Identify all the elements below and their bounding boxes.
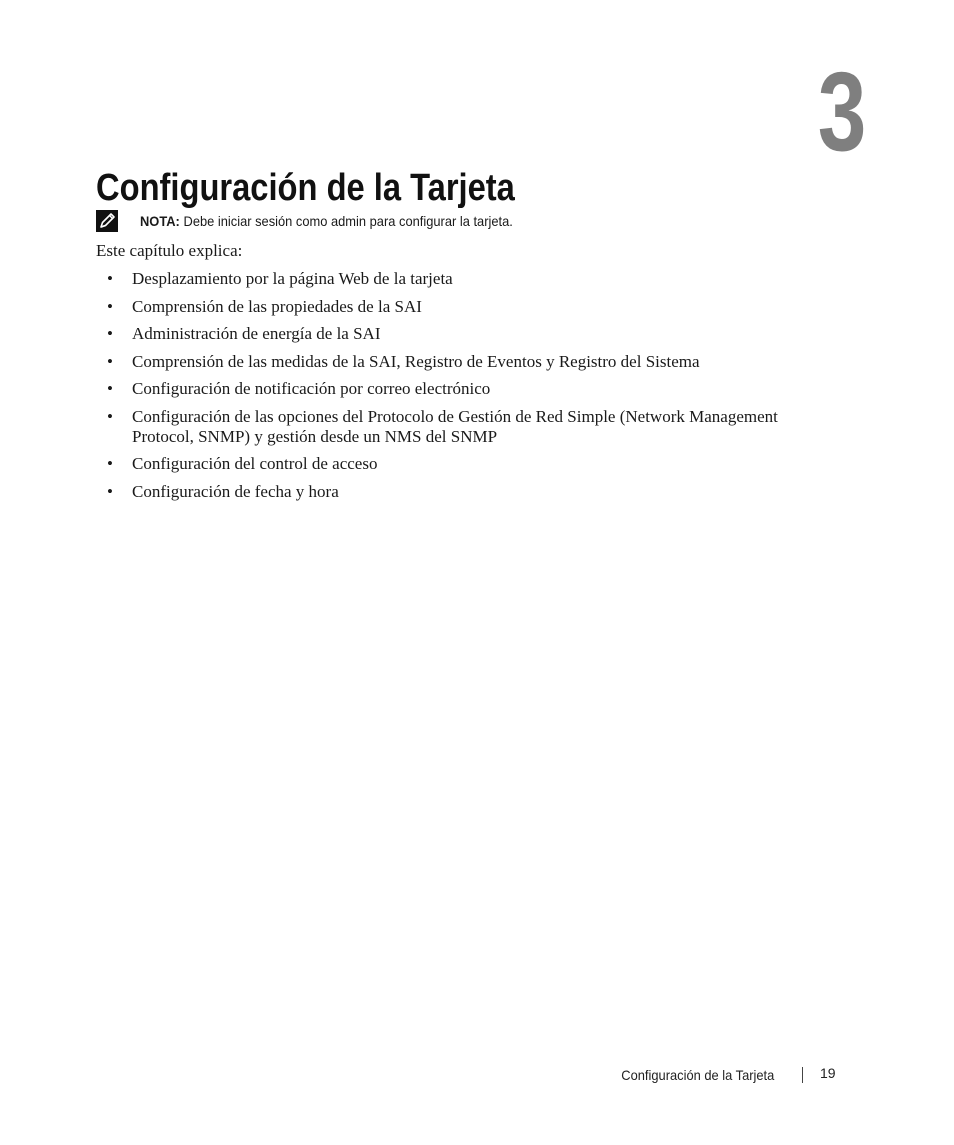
list-item: • Configuración de notificación por correo electrónico <box>107 379 491 398</box>
bullet-dot: • <box>107 454 113 473</box>
bullet-dot: • <box>107 379 113 398</box>
list-item: • Desplazamiento por la página Web de la tarjeta <box>107 269 453 288</box>
list-item: • Configuración de las opciones del Protocolo de Gestión de Red Simple (Network Management Protocol, SNMP) y gestión desde un NMS del SNMP <box>107 406 778 446</box>
bullet-dot: • <box>107 324 113 343</box>
list-item: • Administración de energía de la SAI <box>107 324 381 343</box>
page-number: 19 <box>820 1065 836 1081</box>
list-item: • Configuración de fecha y hora <box>107 481 339 501</box>
bullet-dot: • <box>107 406 113 426</box>
chapter-title: Configuración de la Tarjeta <box>96 167 515 209</box>
footer-divider <box>802 1067 803 1083</box>
footer-title: Configuración de la Tarjeta <box>621 1067 774 1083</box>
note-body: Debe iniciar sesión como admin para configurar la tarjeta. <box>183 213 513 229</box>
bullet-dot: • <box>107 481 113 501</box>
note-callout <box>96 210 856 234</box>
bullet-dot: • <box>107 269 113 288</box>
list-item: • Comprensión de las medidas de la SAI, Registro de Eventos y Registro del Sistema <box>107 351 700 371</box>
page-footer <box>0 1064 954 1086</box>
note-label: NOTA: <box>140 213 180 229</box>
note-text <box>140 212 513 230</box>
list-item: • Configuración del control de acceso <box>107 454 378 473</box>
intro-text: Este capítulo explica: <box>96 241 243 260</box>
topic-list <box>96 269 836 509</box>
chapter-number: 3 <box>817 49 866 174</box>
bullet-dot: • <box>107 296 113 316</box>
bullet-dot: • <box>107 351 113 371</box>
pencil-note-icon <box>96 210 118 232</box>
list-item: • Comprensión de las propiedades de la SAI <box>107 296 422 316</box>
